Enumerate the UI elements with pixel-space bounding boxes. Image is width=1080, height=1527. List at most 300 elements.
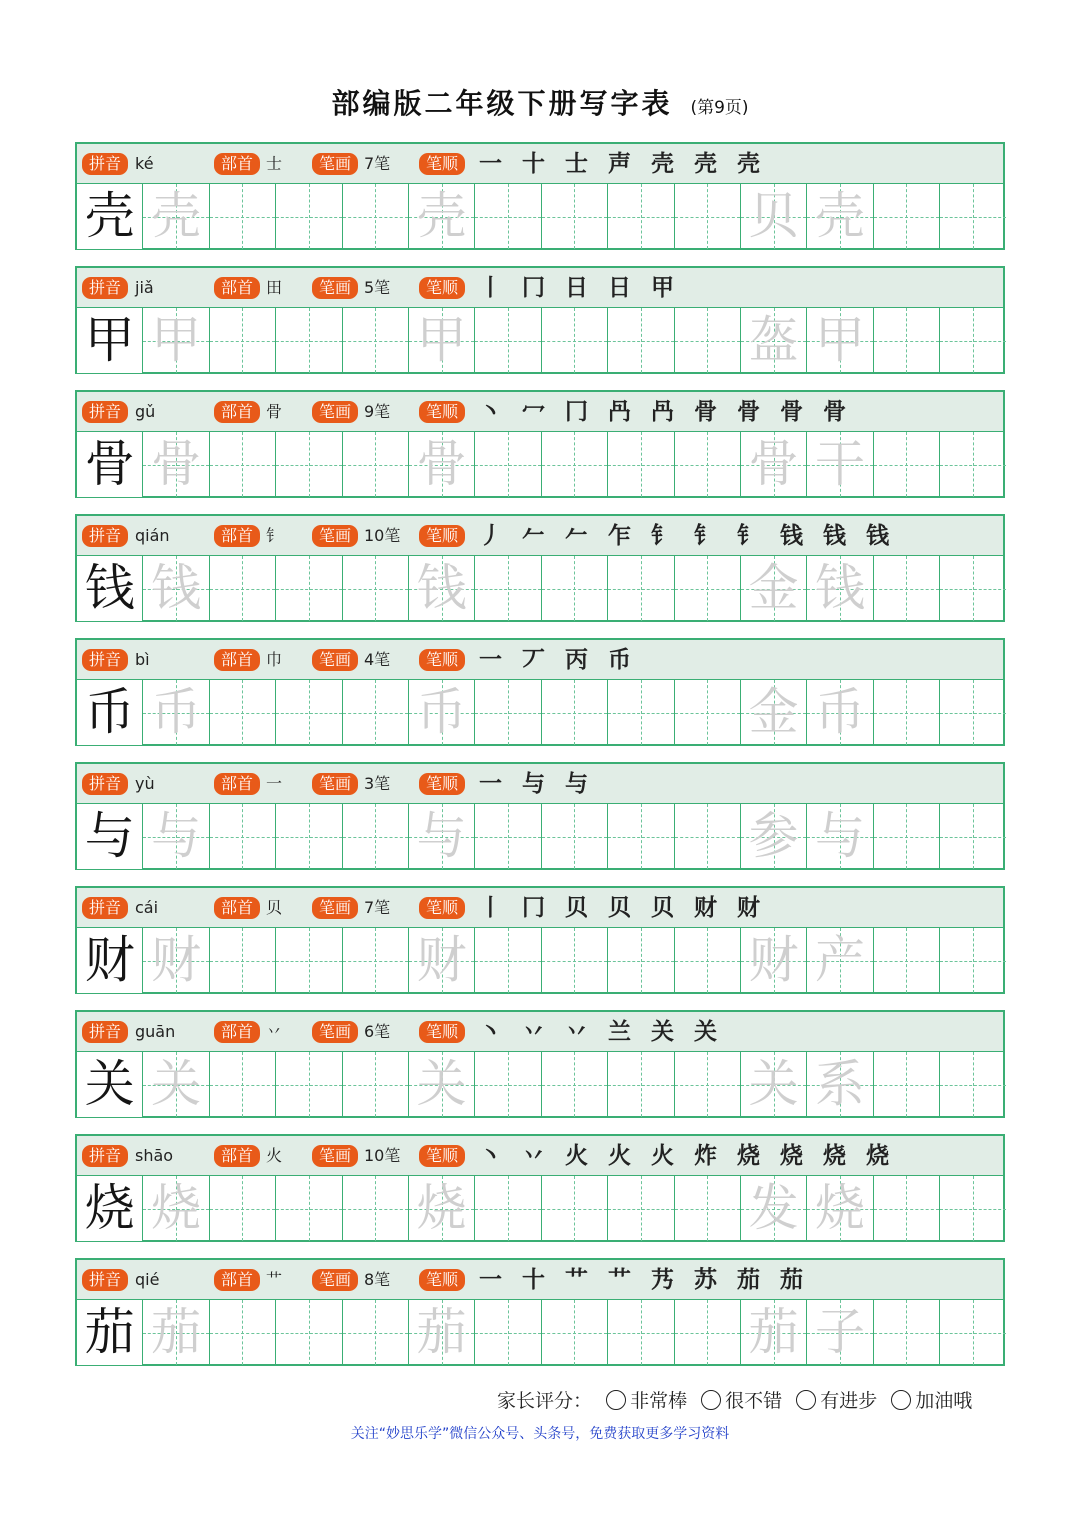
writing-cell[interactable] — [608, 184, 674, 249]
writing-cell[interactable] — [276, 556, 342, 621]
writing-cell[interactable] — [409, 184, 475, 249]
writing-cell[interactable] — [741, 928, 807, 993]
character-info-bar — [77, 764, 1003, 804]
writing-cell[interactable] — [143, 556, 209, 621]
model-character: 茄 — [77, 1300, 142, 1365]
pinyin-badge: 拼音 — [82, 525, 128, 547]
pinyin-value: qié — [135, 1270, 160, 1289]
writing-cell[interactable] — [940, 184, 1006, 249]
writing-grid — [77, 1052, 1003, 1117]
pinyin-badge: 拼音 — [82, 1021, 128, 1043]
character-info-bar — [77, 640, 1003, 680]
stroke-order-badge: 笔顺 — [419, 401, 465, 423]
stroke-count-badge: 笔画 — [312, 1145, 358, 1167]
writing-cell[interactable] — [77, 680, 143, 745]
trace-character: 烧 — [151, 1179, 202, 1237]
stroke-order-badge: 笔顺 — [419, 525, 465, 547]
writing-cell[interactable] — [475, 184, 541, 249]
writing-cell[interactable] — [807, 1300, 873, 1365]
writing-cell[interactable] — [741, 1300, 807, 1365]
rating-option-circle[interactable] — [701, 1390, 721, 1410]
radical-badge: 部首 — [214, 1269, 260, 1291]
writing-cell[interactable] — [77, 1300, 143, 1365]
stroke-order-badge: 笔顺 — [419, 153, 465, 175]
writing-cell[interactable] — [675, 680, 741, 745]
writing-cell[interactable] — [343, 1176, 409, 1241]
stroke-order-value: 丶 丷 丷 兰 关 关 — [479, 1018, 724, 1045]
writing-cell[interactable] — [807, 556, 873, 621]
radical-value: 钅 — [266, 526, 283, 545]
rating-option-circle[interactable] — [606, 1390, 626, 1410]
writing-cell[interactable] — [210, 804, 276, 869]
rating-option-label: 加油哦 — [915, 1390, 973, 1412]
writing-cell[interactable] — [542, 432, 608, 497]
writing-cell[interactable] — [874, 804, 940, 869]
pinyin-badge: 拼音 — [82, 897, 128, 919]
radical-badge: 部首 — [214, 153, 260, 175]
stroke-count-value: 10笔 — [364, 526, 401, 545]
word-trace-character: 财 — [748, 931, 799, 989]
rating-option-label: 很不错 — [725, 1390, 783, 1412]
trace-character: 币 — [151, 683, 202, 741]
radical-value: 一 — [266, 774, 283, 793]
writing-cell[interactable] — [77, 432, 143, 497]
writing-cell[interactable] — [807, 184, 873, 249]
word-trace-character: 壳 — [814, 187, 865, 245]
writing-cell[interactable] — [675, 928, 741, 993]
writing-cell[interactable] — [542, 804, 608, 869]
stroke-count-badge: 笔画 — [312, 649, 358, 671]
writing-cell[interactable] — [409, 556, 475, 621]
writing-cell[interactable] — [542, 1052, 608, 1117]
character-block — [75, 1258, 1005, 1366]
model-character: 甲 — [77, 308, 142, 373]
writing-cell[interactable] — [940, 804, 1006, 869]
writing-cell[interactable] — [475, 432, 541, 497]
word-trace-character: 茄 — [748, 1303, 799, 1361]
writing-cell[interactable] — [143, 1176, 209, 1241]
character-block — [75, 762, 1005, 870]
writing-grid — [77, 928, 1003, 993]
rating-label: 家长评分： — [497, 1390, 593, 1412]
word-trace-character: 币 — [814, 683, 865, 741]
writing-cell[interactable] — [77, 1052, 143, 1117]
writing-cell[interactable] — [210, 1300, 276, 1365]
stroke-count-value: 8笔 — [364, 1270, 391, 1289]
writing-cell[interactable] — [741, 1052, 807, 1117]
trace-character: 财 — [416, 931, 467, 989]
word-trace-character: 金 — [748, 559, 799, 617]
writing-cell[interactable] — [675, 804, 741, 869]
stroke-order-badge: 笔顺 — [419, 277, 465, 299]
stroke-count-badge: 笔画 — [312, 1021, 358, 1043]
writing-cell[interactable] — [675, 556, 741, 621]
writing-cell[interactable] — [143, 680, 209, 745]
trace-character: 与 — [416, 807, 467, 865]
writing-cell[interactable] — [874, 680, 940, 745]
writing-cell[interactable] — [675, 184, 741, 249]
stroke-count-value: 10笔 — [364, 1146, 401, 1165]
writing-grid — [77, 1176, 1003, 1241]
rating-option-circle[interactable] — [796, 1390, 816, 1410]
radical-value: 艹 — [266, 1270, 283, 1289]
writing-cell[interactable] — [210, 308, 276, 373]
writing-cell[interactable] — [475, 1052, 541, 1117]
writing-grid — [77, 680, 1003, 745]
writing-cell[interactable] — [874, 184, 940, 249]
writing-cell[interactable] — [542, 1300, 608, 1365]
stroke-order-value: 一 丆 丙 币 — [479, 646, 638, 673]
pinyin-value: gǔ — [135, 402, 156, 421]
stroke-order-value: 一 十 士 声 壳 壳 壳 — [479, 150, 767, 177]
writing-cell[interactable] — [210, 432, 276, 497]
writing-cell[interactable] — [874, 1300, 940, 1365]
writing-grid — [77, 432, 1003, 497]
trace-character: 与 — [151, 807, 202, 865]
writing-cell[interactable] — [409, 432, 475, 497]
word-trace-character: 参 — [748, 807, 799, 865]
writing-cell[interactable] — [475, 804, 541, 869]
character-info-bar — [77, 516, 1003, 556]
radical-badge: 部首 — [214, 649, 260, 671]
pinyin-value: yù — [135, 774, 155, 793]
trace-character: 甲 — [151, 311, 202, 369]
stroke-order-value: 丶 丷 火 火 火 炸 烧 烧 烧 烧 — [479, 1142, 896, 1169]
writing-cell[interactable] — [77, 308, 143, 373]
radical-value: 丷 — [266, 1022, 283, 1041]
writing-cell[interactable] — [475, 1176, 541, 1241]
trace-character: 骨 — [416, 435, 467, 493]
pinyin-badge: 拼音 — [82, 401, 128, 423]
stroke-count-value: 9笔 — [364, 402, 391, 421]
radical-value: 士 — [266, 154, 283, 173]
writing-cell[interactable] — [143, 432, 209, 497]
radical-badge: 部首 — [214, 1145, 260, 1167]
pinyin-value: ké — [135, 154, 154, 173]
writing-cell[interactable] — [542, 1176, 608, 1241]
writing-cell[interactable] — [210, 928, 276, 993]
writing-cell[interactable] — [940, 308, 1006, 373]
model-character: 财 — [77, 928, 142, 993]
trace-character: 财 — [151, 931, 202, 989]
word-trace-character: 烧 — [814, 1179, 865, 1237]
writing-cell[interactable] — [874, 928, 940, 993]
character-info-bar — [77, 268, 1003, 308]
writing-cell[interactable] — [143, 928, 209, 993]
writing-cell[interactable] — [343, 184, 409, 249]
stroke-order-badge: 笔顺 — [419, 773, 465, 795]
writing-cell[interactable] — [475, 1300, 541, 1365]
stroke-order-value: 丿 𠂉 𠂉 乍 钅 钅 钅 钱 钱 钱 — [479, 522, 896, 549]
pinyin-value: guān — [135, 1022, 176, 1041]
writing-cell[interactable] — [143, 308, 209, 373]
model-character: 烧 — [77, 1176, 142, 1241]
stroke-order-badge: 笔顺 — [419, 897, 465, 919]
writing-cell[interactable] — [343, 680, 409, 745]
radical-badge: 部首 — [214, 401, 260, 423]
writing-cell[interactable] — [343, 804, 409, 869]
pinyin-value: shāo — [135, 1146, 174, 1165]
stroke-order-badge: 笔顺 — [419, 1269, 465, 1291]
writing-cell[interactable] — [210, 556, 276, 621]
radical-badge: 部首 — [214, 277, 260, 299]
writing-cell[interactable] — [807, 680, 873, 745]
stroke-order-value: 一 十 艹 艹 艿 苏 茄 茄 — [479, 1266, 810, 1293]
trace-character: 骨 — [151, 435, 202, 493]
trace-character: 钱 — [416, 559, 467, 617]
writing-cell[interactable] — [409, 928, 475, 993]
writing-cell[interactable] — [475, 308, 541, 373]
writing-cell[interactable] — [874, 1052, 940, 1117]
pinyin-value: jiǎ — [135, 278, 154, 297]
word-trace-character: 与 — [814, 807, 865, 865]
writing-cell[interactable] — [940, 556, 1006, 621]
word-trace-character: 子 — [814, 1303, 865, 1361]
stroke-count-badge: 笔画 — [312, 897, 358, 919]
writing-cell[interactable] — [675, 1052, 741, 1117]
pinyin-badge: 拼音 — [82, 1145, 128, 1167]
writing-cell[interactable] — [874, 1176, 940, 1241]
radical-badge: 部首 — [214, 773, 260, 795]
writing-cell[interactable] — [940, 928, 1006, 993]
radical-value: 骨 — [266, 402, 283, 421]
writing-cell[interactable] — [874, 308, 940, 373]
writing-cell[interactable] — [343, 432, 409, 497]
writing-cell[interactable] — [77, 556, 143, 621]
character-block — [75, 1010, 1005, 1118]
writing-cell[interactable] — [675, 308, 741, 373]
writing-cell[interactable] — [608, 308, 674, 373]
radical-value: 贝 — [266, 898, 283, 917]
writing-cell[interactable] — [542, 928, 608, 993]
writing-cell[interactable] — [276, 928, 342, 993]
word-trace-character: 贝 — [748, 187, 799, 245]
writing-cell[interactable] — [807, 1052, 873, 1117]
writing-cell[interactable] — [143, 184, 209, 249]
stroke-order-badge: 笔顺 — [419, 1145, 465, 1167]
writing-cell[interactable] — [143, 1052, 209, 1117]
writing-cell[interactable] — [940, 432, 1006, 497]
footer-note: 关注“妙思乐学”微信公众号、头条号，免费获取更多学习资料 — [350, 1426, 730, 1442]
writing-cell[interactable] — [940, 680, 1006, 745]
writing-cell[interactable] — [874, 432, 940, 497]
writing-cell[interactable] — [608, 804, 674, 869]
parent-rating — [497, 1386, 972, 1413]
writing-cell[interactable] — [276, 680, 342, 745]
stroke-count-badge: 笔画 — [312, 525, 358, 547]
stroke-order-badge: 笔顺 — [419, 1021, 465, 1043]
writing-cell[interactable] — [542, 184, 608, 249]
writing-cell[interactable] — [675, 1300, 741, 1365]
writing-grid — [77, 184, 1003, 249]
trace-character: 币 — [416, 683, 467, 741]
radical-value: 火 — [266, 1146, 283, 1165]
writing-grid — [77, 556, 1003, 621]
stroke-order-value: 一 与 与 — [479, 770, 595, 797]
writing-cell[interactable] — [77, 928, 143, 993]
character-info-bar — [77, 1260, 1003, 1300]
writing-cell[interactable] — [608, 432, 674, 497]
character-info-bar — [77, 888, 1003, 928]
word-trace-character: 盔 — [748, 311, 799, 369]
writing-cell[interactable] — [741, 556, 807, 621]
writing-cell[interactable] — [608, 1300, 674, 1365]
writing-cell[interactable] — [608, 928, 674, 993]
pinyin-value: cái — [135, 898, 159, 917]
stroke-count-value: 5笔 — [364, 278, 391, 297]
writing-cell[interactable] — [675, 1176, 741, 1241]
writing-cell[interactable] — [210, 1176, 276, 1241]
writing-cell[interactable] — [343, 1052, 409, 1117]
character-block — [75, 142, 1005, 250]
model-character: 与 — [77, 804, 142, 869]
writing-cell[interactable] — [940, 1300, 1006, 1365]
writing-cell[interactable] — [807, 1176, 873, 1241]
radical-badge: 部首 — [214, 897, 260, 919]
stroke-count-value: 7笔 — [364, 154, 391, 173]
writing-cell[interactable] — [940, 1176, 1006, 1241]
trace-character: 壳 — [416, 187, 467, 245]
writing-cell[interactable] — [343, 556, 409, 621]
writing-cell[interactable] — [276, 1176, 342, 1241]
word-trace-character: 金 — [748, 683, 799, 741]
radical-badge: 部首 — [214, 525, 260, 547]
writing-cell[interactable] — [276, 184, 342, 249]
stroke-count-badge: 笔画 — [312, 277, 358, 299]
writing-cell[interactable] — [741, 308, 807, 373]
character-block — [75, 886, 1005, 994]
rating-option-circle[interactable] — [891, 1390, 911, 1410]
writing-cell[interactable] — [741, 184, 807, 249]
stroke-order-value: 丶 冖 冂 冎 冎 骨 骨 骨 骨 — [479, 398, 853, 425]
writing-cell[interactable] — [542, 680, 608, 745]
writing-cell[interactable] — [210, 680, 276, 745]
writing-cell[interactable] — [608, 1052, 674, 1117]
trace-character: 甲 — [416, 311, 467, 369]
writing-cell[interactable] — [343, 1300, 409, 1365]
writing-cell[interactable] — [343, 928, 409, 993]
trace-character: 关 — [151, 1055, 202, 1113]
writing-cell[interactable] — [409, 1300, 475, 1365]
page-title: 部编版二年级下册写字表 — [331, 87, 673, 120]
trace-character: 茄 — [416, 1303, 467, 1361]
writing-cell[interactable] — [608, 1176, 674, 1241]
writing-cell[interactable] — [608, 680, 674, 745]
writing-cell[interactable] — [741, 432, 807, 497]
stroke-count-value: 3笔 — [364, 774, 391, 793]
character-block — [75, 390, 1005, 498]
word-trace-character: 钱 — [814, 559, 865, 617]
writing-cell[interactable] — [475, 556, 541, 621]
writing-cell[interactable] — [276, 1300, 342, 1365]
writing-cell[interactable] — [276, 432, 342, 497]
stroke-count-value: 4笔 — [364, 650, 391, 669]
page-header — [0, 82, 1080, 122]
writing-cell[interactable] — [741, 1176, 807, 1241]
writing-cell[interactable] — [276, 1052, 342, 1117]
writing-cell[interactable] — [807, 432, 873, 497]
stroke-count-badge: 笔画 — [312, 773, 358, 795]
writing-cell[interactable] — [874, 556, 940, 621]
writing-cell[interactable] — [741, 804, 807, 869]
writing-cell[interactable] — [276, 804, 342, 869]
writing-cell[interactable] — [542, 308, 608, 373]
character-info-bar — [77, 1012, 1003, 1052]
trace-character: 钱 — [151, 559, 202, 617]
page-number: (第9页) — [690, 98, 749, 118]
trace-character: 关 — [416, 1055, 467, 1113]
stroke-order-value: 丨 冂 贝 贝 贝 财 财 — [479, 894, 767, 921]
writing-cell[interactable] — [77, 184, 143, 249]
model-character: 币 — [77, 680, 142, 745]
writing-cell[interactable] — [675, 432, 741, 497]
character-info-bar — [77, 144, 1003, 184]
writing-cell[interactable] — [409, 680, 475, 745]
writing-cell[interactable] — [807, 308, 873, 373]
writing-cell[interactable] — [807, 928, 873, 993]
trace-character: 茄 — [151, 1303, 202, 1361]
trace-character: 壳 — [151, 187, 202, 245]
stroke-order-value: 丨 冂 日 日 甲 — [479, 274, 681, 301]
word-trace-character: 发 — [748, 1179, 799, 1237]
writing-cell[interactable] — [542, 556, 608, 621]
writing-cell[interactable] — [77, 1176, 143, 1241]
word-trace-character: 干 — [814, 435, 865, 493]
word-trace-character: 关 — [748, 1055, 799, 1113]
pinyin-badge: 拼音 — [82, 1269, 128, 1291]
model-character: 钱 — [77, 556, 142, 621]
writing-cell[interactable] — [940, 1052, 1006, 1117]
stroke-count-badge: 笔画 — [312, 401, 358, 423]
writing-cell[interactable] — [210, 1052, 276, 1117]
writing-cell[interactable] — [741, 680, 807, 745]
writing-cell[interactable] — [77, 804, 143, 869]
word-trace-character: 系 — [814, 1055, 865, 1113]
pinyin-value: qián — [135, 526, 170, 545]
writing-cell[interactable] — [409, 1176, 475, 1241]
writing-cell[interactable] — [608, 556, 674, 621]
writing-cell[interactable] — [143, 1300, 209, 1365]
model-character: 骨 — [77, 432, 142, 497]
writing-cell[interactable] — [409, 804, 475, 869]
writing-cell[interactable] — [276, 308, 342, 373]
rating-option-label: 有进步 — [820, 1390, 878, 1412]
word-trace-character: 产 — [814, 931, 865, 989]
writing-cell[interactable] — [807, 804, 873, 869]
radical-badge: 部首 — [214, 1021, 260, 1043]
character-block — [75, 266, 1005, 374]
writing-cell[interactable] — [475, 680, 541, 745]
radical-value: 巾 — [266, 650, 283, 669]
rating-option-label: 非常棒 — [630, 1390, 688, 1412]
character-info-bar — [77, 1136, 1003, 1176]
writing-cell[interactable] — [475, 928, 541, 993]
character-block — [75, 638, 1005, 746]
trace-character: 烧 — [416, 1179, 467, 1237]
writing-cell[interactable] — [409, 308, 475, 373]
model-character: 壳 — [77, 184, 142, 249]
pinyin-badge: 拼音 — [82, 773, 128, 795]
pinyin-badge: 拼音 — [82, 277, 128, 299]
writing-cell[interactable] — [210, 184, 276, 249]
writing-cell[interactable] — [409, 1052, 475, 1117]
character-info-bar — [77, 392, 1003, 432]
radical-value: 田 — [266, 278, 283, 297]
word-trace-character: 骨 — [748, 435, 799, 493]
writing-cell[interactable] — [343, 308, 409, 373]
writing-cell[interactable] — [143, 804, 209, 869]
pinyin-value: bì — [135, 650, 150, 669]
